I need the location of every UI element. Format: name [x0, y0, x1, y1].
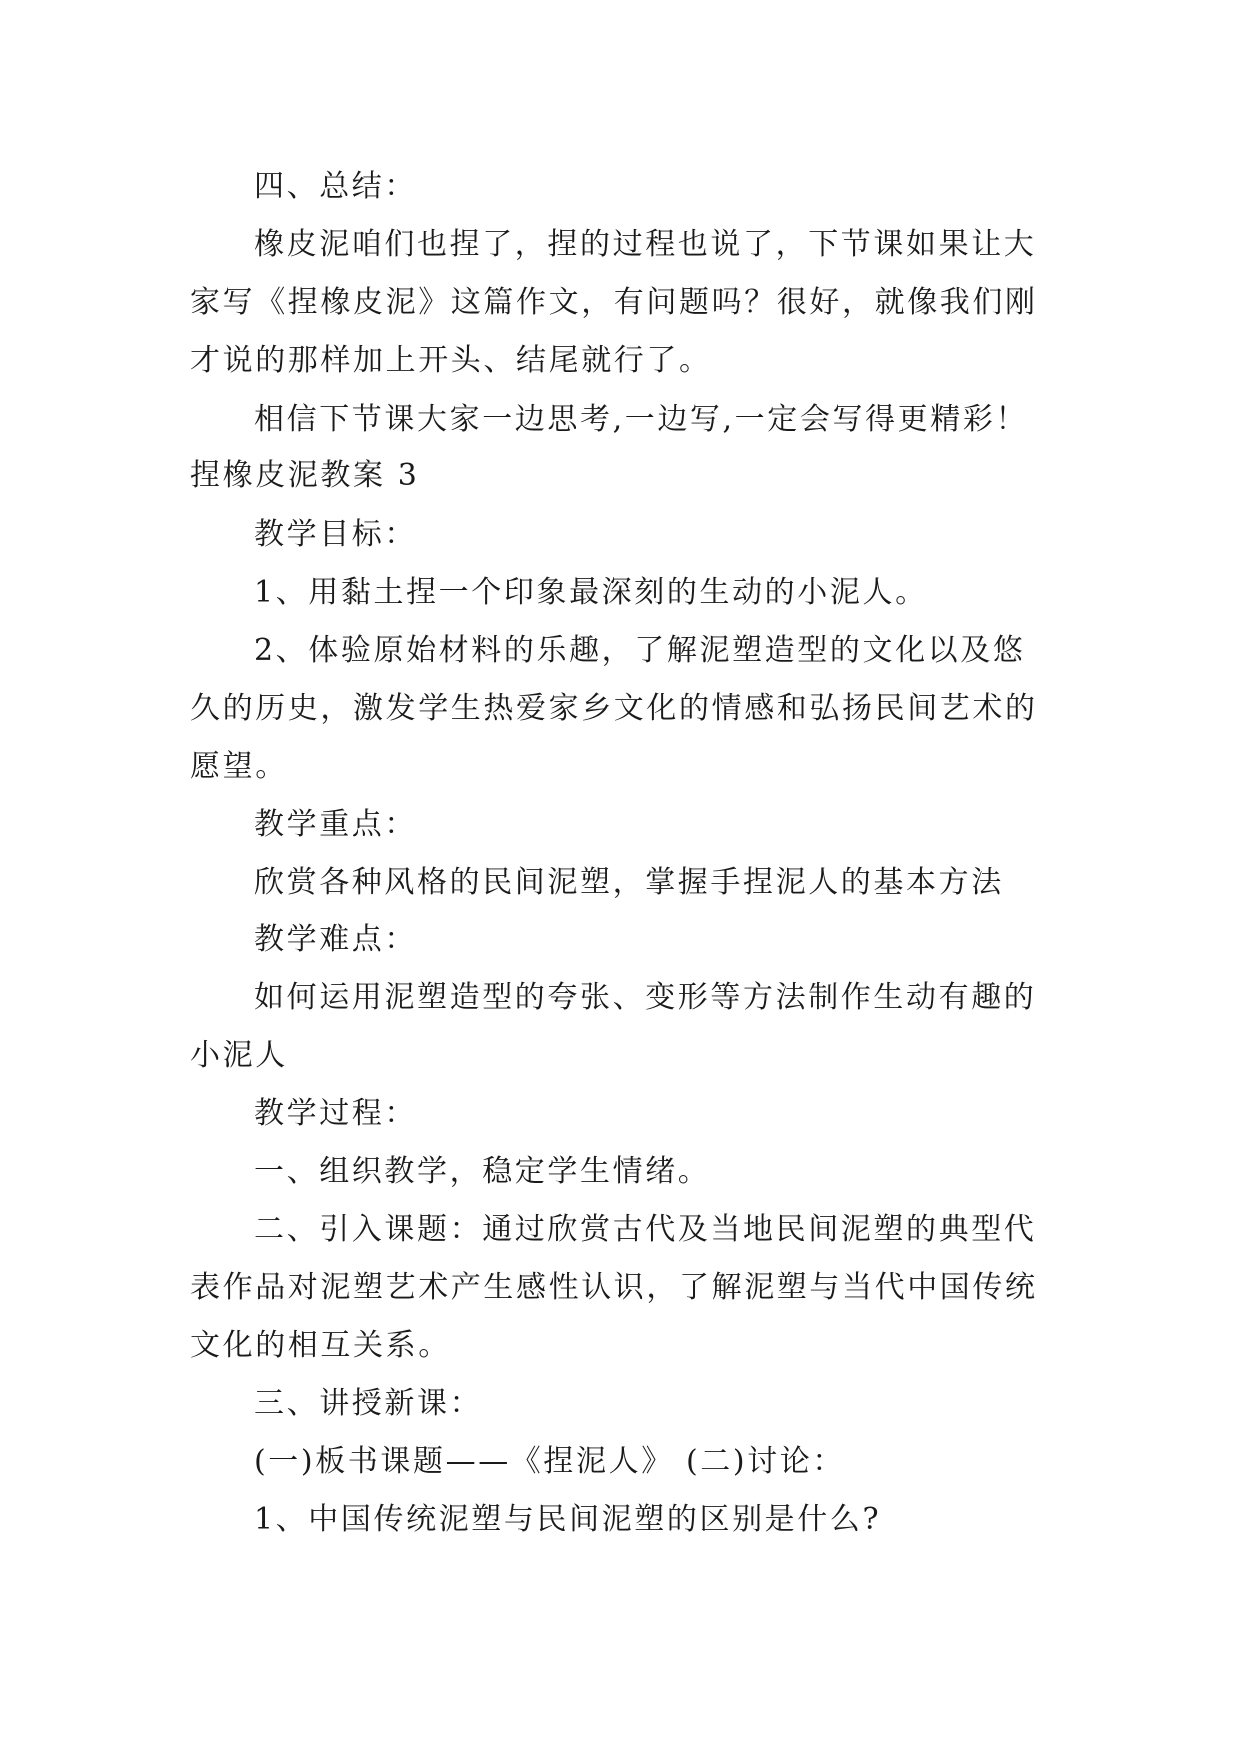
- paragraph-line: 小泥人: [190, 1038, 288, 1073]
- paragraph-line: 家写《捏橡皮泥》这篇作文，有问题吗？很好，就像我们刚: [190, 285, 1038, 320]
- paragraph-line: (一)板书课题——《捏泥人》 (二)讨论：: [254, 1444, 845, 1479]
- goal-item-1: 1、用黏土捏一个印象最深刻的生动的小泥人。: [254, 575, 928, 610]
- paragraph-line: 才说的那样加上开头、结尾就行了。: [190, 343, 712, 378]
- heading-teaching-goals: 教学目标：: [254, 517, 417, 552]
- paragraph-line: 相信下节课大家一边思考,一边写,一定会写得更精彩！: [254, 402, 1029, 437]
- process-step-1: 一、组织教学，稳定学生情绪。: [254, 1154, 711, 1189]
- section-heading-summary: 四、总结：: [254, 169, 417, 204]
- discussion-question-1: 1、中国传统泥塑与民间泥塑的区别是什么?: [254, 1502, 882, 1537]
- goal-item-2: 2、体验原始材料的乐趣，了解泥塑造型的文化以及悠: [254, 633, 1026, 668]
- paragraph-line: 欣赏各种风格的民间泥塑，掌握手捏泥人的基本方法: [254, 865, 1004, 900]
- process-step-3: 三、讲授新课：: [254, 1386, 483, 1421]
- heading-teaching-process: 教学过程：: [254, 1096, 417, 1131]
- heading-key-points: 教学重点：: [254, 807, 417, 842]
- paragraph-line: 久的历史，激发学生热爱家乡文化的情感和弘扬民间艺术的: [190, 691, 1038, 726]
- paragraph-line: 表作品对泥塑艺术产生感性认识，了解泥塑与当代中国传统: [190, 1270, 1038, 1305]
- paragraph-line: 愿望。: [190, 749, 288, 784]
- process-step-2: 二、引入课题：通过欣赏古代及当地民间泥塑的典型代: [254, 1212, 1037, 1247]
- lesson-plan-title: 捏橡皮泥教案 3: [190, 458, 420, 493]
- paragraph-line: 如何运用泥塑造型的夸张、变形等方法制作生动有趣的: [254, 980, 1037, 1015]
- heading-difficulties: 教学难点：: [254, 922, 417, 957]
- paragraph-line: 文化的相互关系。: [190, 1328, 451, 1363]
- paragraph-line: 橡皮泥咱们也捏了，捏的过程也说了，下节课如果让大: [254, 227, 1037, 262]
